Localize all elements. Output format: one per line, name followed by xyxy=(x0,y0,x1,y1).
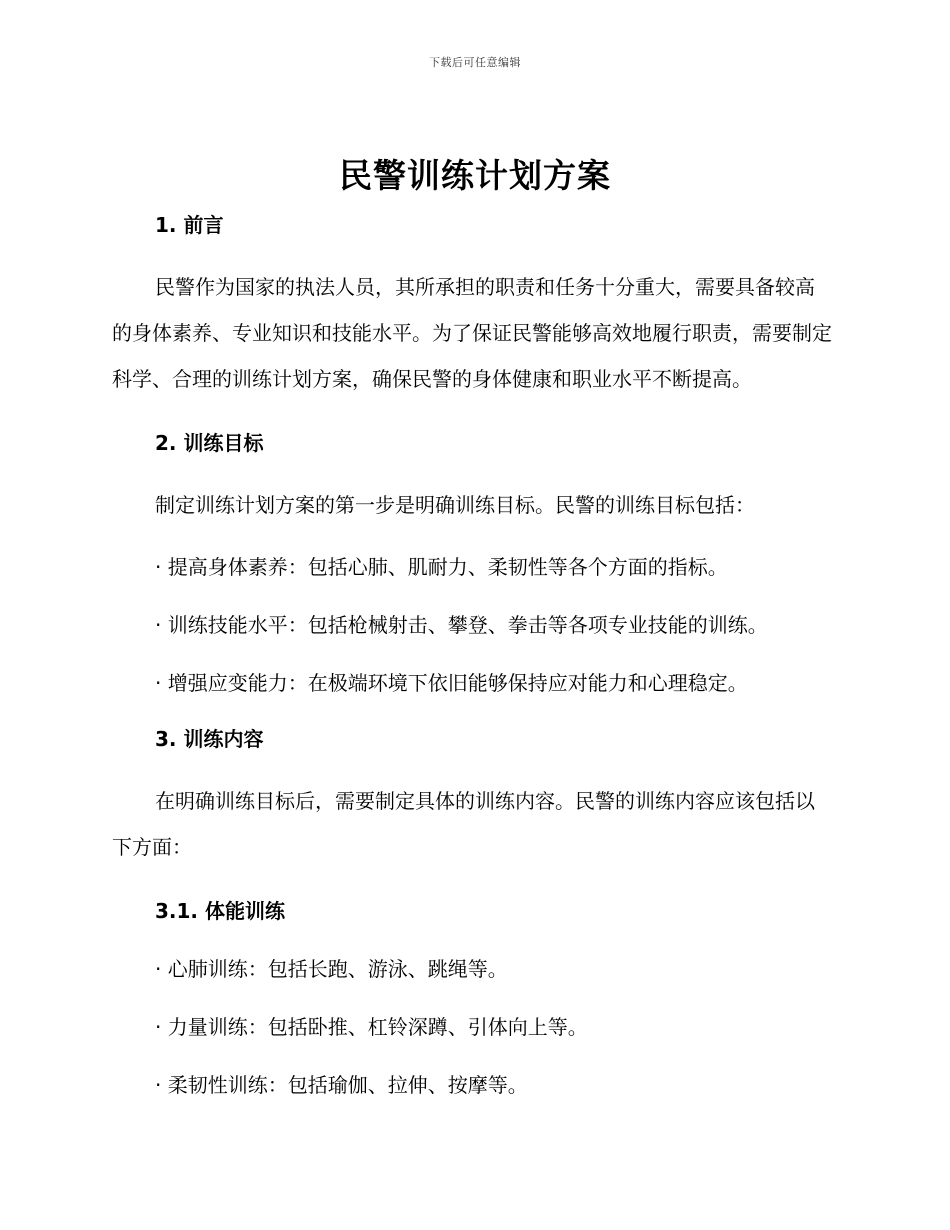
list-item: · 力量训练：包括卧推、杠铃深蹲、引体向上等。 xyxy=(155,1015,588,1039)
list-item: · 柔韧性训练：包括瑜伽、拉伸、按摩等。 xyxy=(155,1073,528,1097)
section-heading-3: 3. 训练内容 xyxy=(155,727,264,751)
header-note: 下载后可任意编辑 xyxy=(429,56,521,69)
page-title: 民警训练计划方案 xyxy=(339,156,611,195)
section-1-paragraph: 民警作为国家的执法人员，其所承担的职责和任务十分重大，需要具备较高的身体素养、专业知识和技能水平。为了保证民警能够高效地履行职责，需要制定科学、合理的训练计划方案，确保民警的身体健康和职业水平不断提高。 xyxy=(112,275,832,391)
list-item: · 心肺训练：包括长跑、游泳、跳绳等。 xyxy=(155,957,508,981)
section-3-paragraph: 在明确训练目标后，需要制定具体的训练内容。民警的训练内容应该包括以下方面： xyxy=(112,789,815,859)
section-2-intro: 制定训练计划方案的第一步是明确训练目标。民警的训练目标包括： xyxy=(155,493,755,517)
list-item: · 提高身体素养：包括心肺、肌耐力、柔韧性等各个方面的指标。 xyxy=(155,555,728,579)
section-heading-2: 2. 训练目标 xyxy=(155,431,264,455)
document-body xyxy=(112,206,832,1104)
list-item: · 训练技能水平：包括枪械射击、攀登、拳击等各项专业技能的训练。 xyxy=(155,613,768,637)
section-heading-1: 1. 前言 xyxy=(155,213,224,237)
section-heading-3-1: 3.1. 体能训练 xyxy=(155,899,285,923)
list-item: · 增强应变能力：在极端环境下依旧能够保持应对能力和心理稳定。 xyxy=(155,671,748,695)
